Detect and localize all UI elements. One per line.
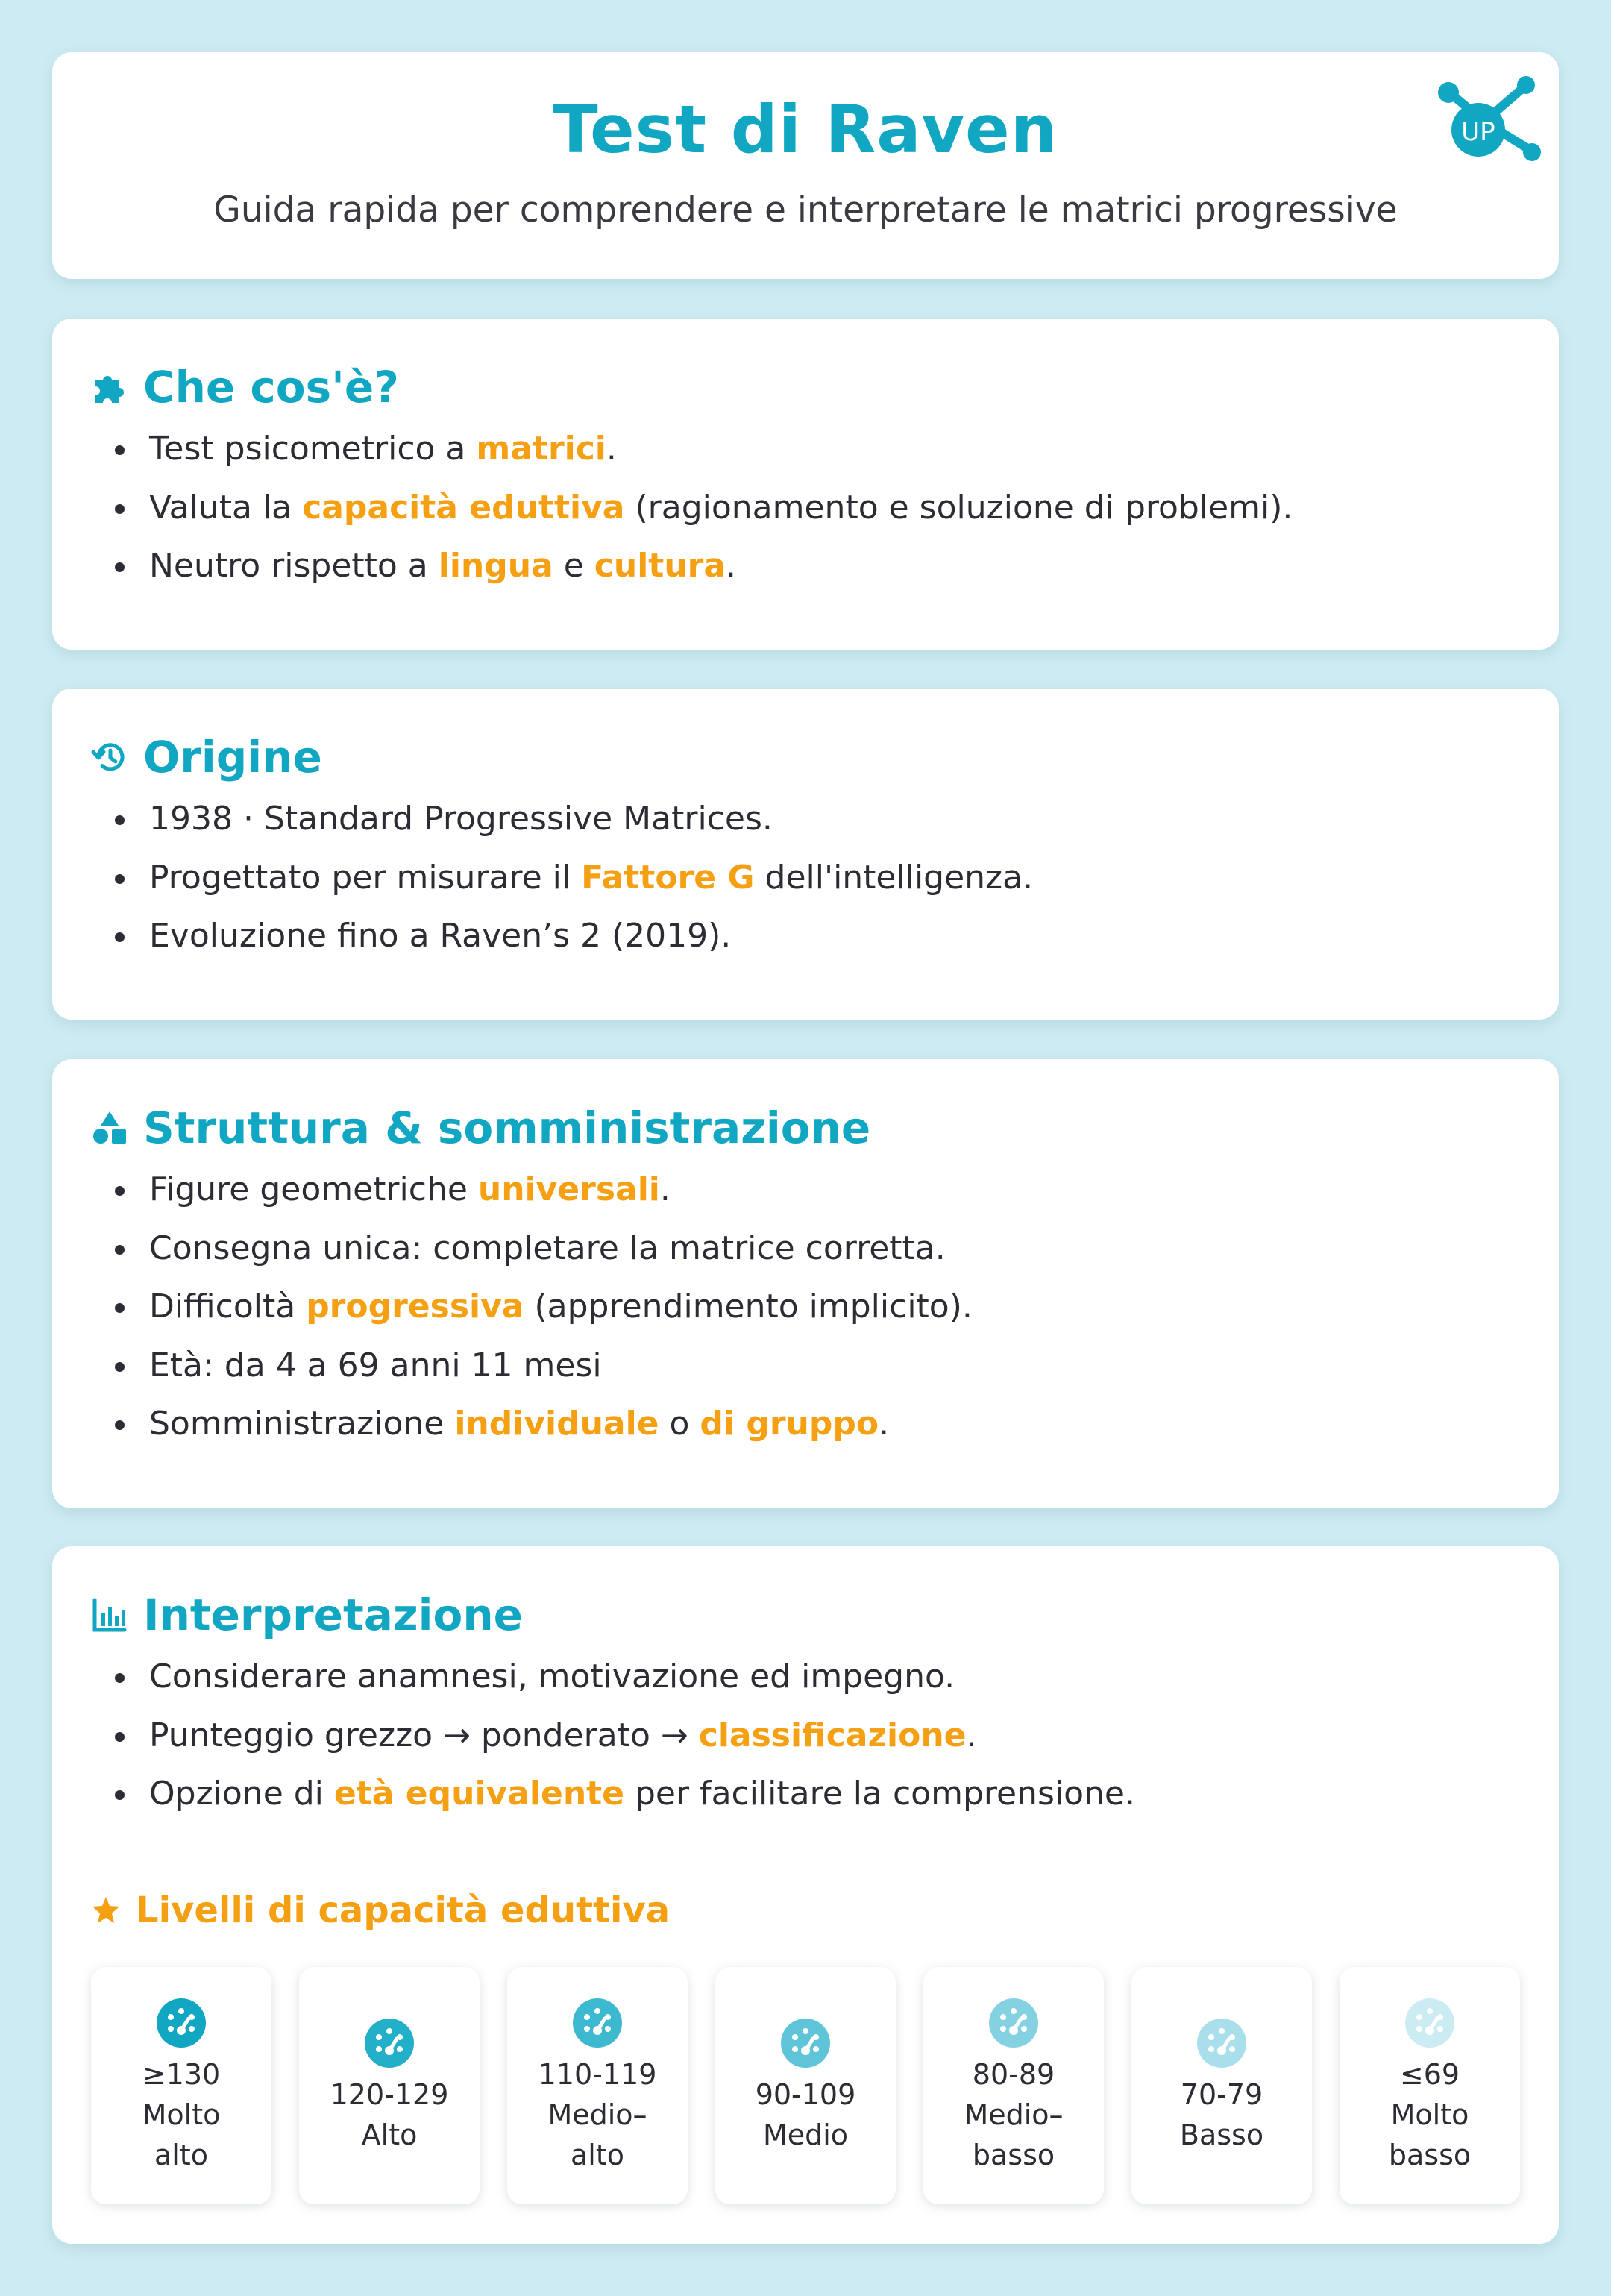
highlight-text: classificazione bbox=[698, 1716, 967, 1754]
bullet-item bbox=[149, 790, 1033, 849]
bullet-text: e bbox=[553, 547, 594, 585]
gauge-icon bbox=[362, 2016, 416, 2070]
level-label: alto bbox=[154, 2139, 208, 2171]
bullet-text: o bbox=[659, 1405, 700, 1443]
level-card bbox=[1131, 1967, 1312, 2204]
level-label: Medio bbox=[762, 2118, 849, 2151]
bullet-text: Consegna unica: completare la matrice corretta. bbox=[149, 1229, 946, 1267]
levels-title-text: Livelli di capacità eduttiva bbox=[136, 1889, 671, 1931]
shapes-icon bbox=[91, 1109, 128, 1147]
bullet-text: dell'intelligenza. bbox=[754, 858, 1034, 897]
highlight-text: progressiva bbox=[306, 1287, 524, 1326]
highlight-text: matrici bbox=[476, 430, 606, 468]
bullet-text: Punteggio grezzo → ponderato → bbox=[149, 1716, 699, 1754]
highlight-text: individuale bbox=[454, 1405, 659, 1443]
highlight-text: universali bbox=[477, 1170, 660, 1208]
highlight-text: di gruppo bbox=[700, 1405, 879, 1443]
bullet-text: Evoluzione fino a Raven’s 2 (2019). bbox=[149, 917, 732, 955]
section-title-text: Struttura & somministrazione bbox=[143, 1102, 871, 1153]
bullet-list bbox=[149, 1161, 973, 1454]
bullet-item bbox=[149, 849, 1033, 908]
level-text bbox=[299, 2074, 480, 2155]
bullet-text: . bbox=[879, 1405, 890, 1443]
bullet-text: . bbox=[726, 547, 737, 585]
page-subtitle: Guida rapida per comprendere e interpretare le matrici progressive bbox=[213, 189, 1398, 230]
section-what bbox=[52, 319, 1559, 650]
highlight-text: capacità eduttiva bbox=[302, 488, 625, 527]
level-text bbox=[715, 2074, 896, 2155]
highlight-text: età equivalente bbox=[333, 1775, 625, 1813]
level-text bbox=[923, 2054, 1104, 2175]
bullet-text: 1938 · Standard Progressive Matrices. bbox=[149, 800, 773, 838]
bullet-text: Somministrazione bbox=[149, 1405, 455, 1443]
level-label: Basso bbox=[1179, 2118, 1264, 2151]
gauge-icon bbox=[1403, 1996, 1457, 2050]
level-card bbox=[1340, 1967, 1520, 2204]
level-card bbox=[91, 1967, 271, 2204]
bullet-item bbox=[149, 1707, 1135, 1766]
bullet-item bbox=[149, 420, 1293, 479]
bullet-text: Opzione di bbox=[149, 1775, 334, 1813]
bullet-text: Considerare anamnesi, motivazione ed impegno. bbox=[149, 1657, 955, 1696]
bullet-item bbox=[149, 1648, 1135, 1707]
gauge-icon bbox=[779, 2016, 832, 2070]
bullet-item bbox=[149, 1395, 973, 1454]
bullet-text: Difficoltà bbox=[149, 1287, 307, 1326]
levels-title bbox=[91, 1889, 670, 1931]
brand-logo bbox=[1432, 66, 1544, 178]
level-label: alto bbox=[571, 2139, 624, 2171]
level-range: ≥130 bbox=[142, 2058, 221, 2091]
level-range: ≤69 bbox=[1399, 2058, 1460, 2091]
level-card bbox=[507, 1967, 688, 2204]
bullet-item bbox=[149, 907, 1033, 966]
star-icon bbox=[91, 1895, 121, 1925]
section-title bbox=[91, 362, 399, 413]
gauge-icon bbox=[571, 1996, 624, 2050]
section-title bbox=[91, 732, 322, 782]
bullet-item bbox=[149, 1220, 973, 1279]
bullet-item bbox=[149, 1765, 1135, 1824]
section-title bbox=[91, 1590, 523, 1640]
logo-text: UP bbox=[1461, 117, 1495, 147]
bullet-text: Figure geometriche bbox=[149, 1170, 478, 1208]
level-label: basso bbox=[1388, 2139, 1472, 2171]
bullet-item bbox=[149, 1161, 973, 1220]
bullet-item bbox=[149, 1337, 973, 1396]
bullet-list bbox=[149, 1648, 1135, 1824]
section-title-text: Origine bbox=[143, 732, 322, 782]
bullet-list bbox=[149, 420, 1293, 596]
highlight-text: lingua bbox=[438, 547, 553, 585]
header-card bbox=[52, 52, 1559, 279]
bullet-list bbox=[149, 790, 1033, 966]
bullet-text: (apprendimento implicito). bbox=[524, 1287, 973, 1326]
level-range: 70-79 bbox=[1180, 2078, 1263, 2111]
highlight-text: Fattore G bbox=[581, 858, 755, 897]
bullet-text: . bbox=[606, 430, 617, 468]
history-icon bbox=[91, 738, 128, 776]
level-card bbox=[715, 1967, 896, 2204]
level-label: Medio– bbox=[547, 2098, 647, 2131]
level-range: 80-89 bbox=[972, 2058, 1055, 2091]
level-range: 120-129 bbox=[330, 2078, 449, 2111]
gauge-icon bbox=[987, 1996, 1040, 2050]
level-range: 90-109 bbox=[755, 2078, 856, 2111]
section-structure bbox=[52, 1059, 1559, 1508]
bullet-text: per facilitare la comprensione. bbox=[624, 1775, 1135, 1813]
level-text bbox=[507, 2054, 688, 2175]
bullet-text: Valuta la bbox=[149, 488, 303, 527]
gauge-icon bbox=[154, 1996, 208, 2050]
bullet-text: Test psicometrico a bbox=[149, 430, 477, 468]
level-text bbox=[91, 2054, 271, 2175]
level-label: Medio– bbox=[964, 2098, 1064, 2131]
bullet-text: Progettato per misurare il bbox=[149, 858, 582, 897]
level-card bbox=[299, 1967, 480, 2204]
section-title bbox=[91, 1102, 870, 1153]
levels-row bbox=[91, 1967, 1520, 2204]
highlight-text: cultura bbox=[594, 547, 726, 585]
bullet-item bbox=[149, 1278, 973, 1337]
section-origin bbox=[52, 689, 1559, 1020]
bullet-text: Età: da 4 a 69 anni 11 mesi bbox=[149, 1346, 602, 1384]
section-title-text: Che cos'è? bbox=[143, 362, 399, 413]
level-text bbox=[1131, 2074, 1312, 2155]
chart-icon bbox=[91, 1596, 128, 1634]
section-title-text: Interpretazione bbox=[143, 1590, 523, 1640]
bullet-item bbox=[149, 537, 1293, 596]
bullet-text: (ragionamento e soluzione di problemi). bbox=[624, 488, 1293, 527]
page-title: Test di Raven bbox=[553, 91, 1058, 168]
puzzle-icon bbox=[91, 368, 128, 406]
level-label: Molto bbox=[1390, 2098, 1469, 2131]
level-range: 110-119 bbox=[538, 2058, 657, 2091]
level-label: basso bbox=[972, 2139, 1055, 2171]
level-label: Molto bbox=[142, 2098, 221, 2131]
level-label: Alto bbox=[361, 2118, 418, 2151]
gauge-icon bbox=[1195, 2016, 1249, 2070]
level-card bbox=[923, 1967, 1104, 2204]
section-interpretation bbox=[52, 1546, 1559, 2244]
bullet-text: . bbox=[659, 1170, 671, 1208]
bullet-text: . bbox=[966, 1716, 977, 1754]
bullet-item bbox=[149, 479, 1293, 538]
bullet-text: Neutro rispetto a bbox=[149, 547, 439, 585]
level-text bbox=[1340, 2054, 1520, 2175]
